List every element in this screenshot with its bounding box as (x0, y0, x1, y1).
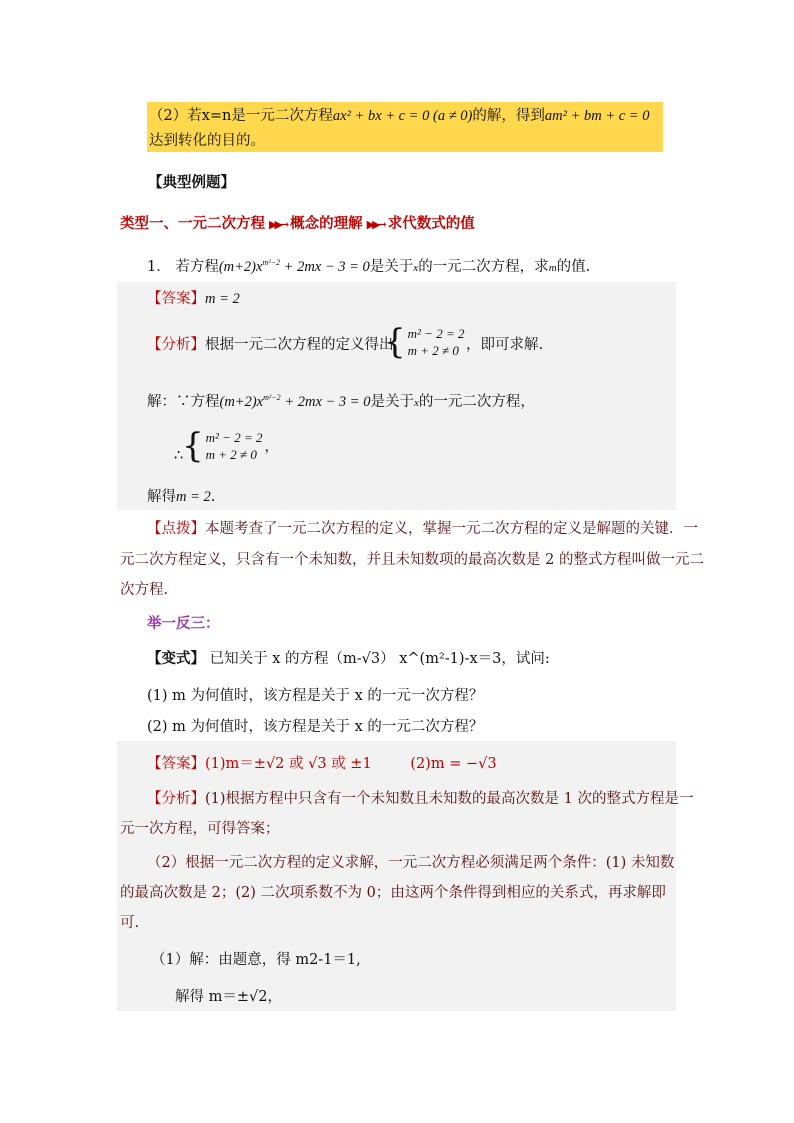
highlight-line-1 (149, 106, 649, 126)
question-number: 1． (147, 258, 171, 275)
solution-text: . (210, 489, 216, 505)
comma: ， (264, 439, 279, 455)
analysis-label: 【分析】 (147, 791, 205, 807)
highlight-text: （2）若x=n是一元二次方程 (149, 108, 333, 124)
variant-question (147, 649, 550, 669)
system-equation: m² − 2 = 2 (205, 430, 263, 445)
solution-2-line-1: （1）解：由题意，得 m2-1＝1, (151, 952, 361, 968)
highlight-line-2: 达到转化的目的。 (149, 133, 265, 149)
solution-1-line-1 (147, 388, 535, 413)
question-var: m (548, 261, 557, 274)
analysis-2-line-1 (147, 789, 693, 809)
analysis-label: 【分析】 (147, 337, 205, 353)
left-brace: { (384, 322, 406, 362)
analysis-text: (1)根据方程中只含有一个未知数且未知数的最高次数是 1 次的整式方程是一 (205, 791, 694, 807)
question-equation: $(m+2)x^{m^2-2} + 2mx - 3 = 0$ (218, 258, 370, 275)
variant-heading: 举一反三： (147, 615, 220, 632)
answer-label: 【答案】 (147, 756, 205, 772)
solution-var: x (413, 396, 419, 409)
system-equation: m + 2 ≠ 0 (407, 343, 459, 358)
tip-line-1 (147, 519, 698, 539)
answer-label: 【答案】 (147, 291, 205, 307)
question-text: 的一元二次方程，求 (418, 258, 549, 275)
question-var: x (413, 261, 419, 274)
left-brace: { (182, 426, 204, 466)
solution-system (182, 426, 279, 466)
solution-text: 解：∵方程 (147, 393, 220, 410)
highlight-equation: am² + bm + c = 0 (544, 108, 650, 124)
question-text: 若方程 (175, 258, 219, 275)
answer-value: (2)m = −√3 (410, 756, 497, 772)
answer-1 (147, 289, 240, 309)
solution-equation: m = 2 (176, 489, 211, 505)
variant-text: 已知关于 x 的方程（m-√3） x^(m²-1)-x＝3，试问: (209, 651, 550, 667)
system-equation: m + 2 ≠ 0 (205, 447, 257, 462)
tip-line-2: 元二次方程定义，只含有一个未知数，并且未知数项的最高次数是 2 的整式方程叫做一元二 (120, 552, 704, 568)
highlight-equation: ax² + bx + c = 0 (a ≠ 0) (332, 108, 473, 124)
type-title-part: 求代数式的值 (387, 215, 475, 232)
system-equation: m² − 2 = 2 (407, 326, 465, 341)
analysis-1-end: ，即可求解. (466, 337, 544, 353)
type-title (120, 214, 475, 235)
question-1 (147, 253, 590, 278)
type-title-part: 类型一、一元二次方程 (120, 215, 265, 232)
question-text: 的值. (556, 258, 591, 275)
analysis-2-line-3: （2）根据一元二次方程的定义求解，一元二次方程必须满足两个条件：(1) 未知数 (147, 855, 675, 871)
double-arrow-icon: ▶▶→ (366, 218, 384, 231)
solution-1-result (147, 487, 215, 507)
answer-value: m = 2 (205, 291, 240, 307)
solution-text: 的一元二次方程， (418, 393, 535, 410)
therefore-symbol: ∴ (174, 448, 184, 464)
solution-block-2 (117, 741, 676, 1011)
variant-sub-question-2: (2) m 为何值时，该方程是关于 x 的一元二次方程？ (147, 719, 484, 735)
variant-label: 【变式】 (147, 650, 205, 667)
analysis-2-line-5: 可. (120, 915, 140, 931)
variant-sub-question-1: (1) m 为何值时，该方程是关于 x 的一元一次方程？ (147, 688, 484, 704)
analysis-system (384, 322, 465, 362)
question-text: 是关于 (369, 258, 414, 275)
solution-2-line-2: 解得 m＝±√2， (175, 989, 282, 1005)
solution-text: 是关于 (370, 393, 414, 410)
tip-text: 本题考查了一元二次方程的定义，掌握一元二次方程的定义是解题的关键．一 (205, 521, 698, 537)
section-heading: 【典型例题】 (148, 174, 235, 191)
type-title-part: 概念的理解 (290, 215, 363, 232)
answer-value: (1)m＝±√2 或 √3 或 ±1 (205, 756, 372, 772)
analysis-2-line-4: 的最高次数是 2；(2) 二次项系数不为 0；由这两个条件得到相应的关系式，再求解即 (120, 885, 666, 901)
double-arrow-icon: ▶▶→ (269, 218, 287, 231)
solution-text: 解得 (147, 489, 176, 505)
answer-2 (147, 754, 497, 774)
tip-label: 【点拨】 (147, 521, 205, 537)
highlight-text: 的解，得到 (472, 108, 545, 124)
tip-line-3: 次方程. (120, 582, 169, 598)
analysis-2-line-2: 元一次方程，可得答案； (120, 821, 280, 837)
solution-equation: $(m+2)x^{m^2-2} + 2mx - 3 = 0$ (219, 393, 371, 410)
analysis-text: 根据一元二次方程的定义得出 (205, 337, 394, 353)
analysis-1 (147, 335, 394, 355)
